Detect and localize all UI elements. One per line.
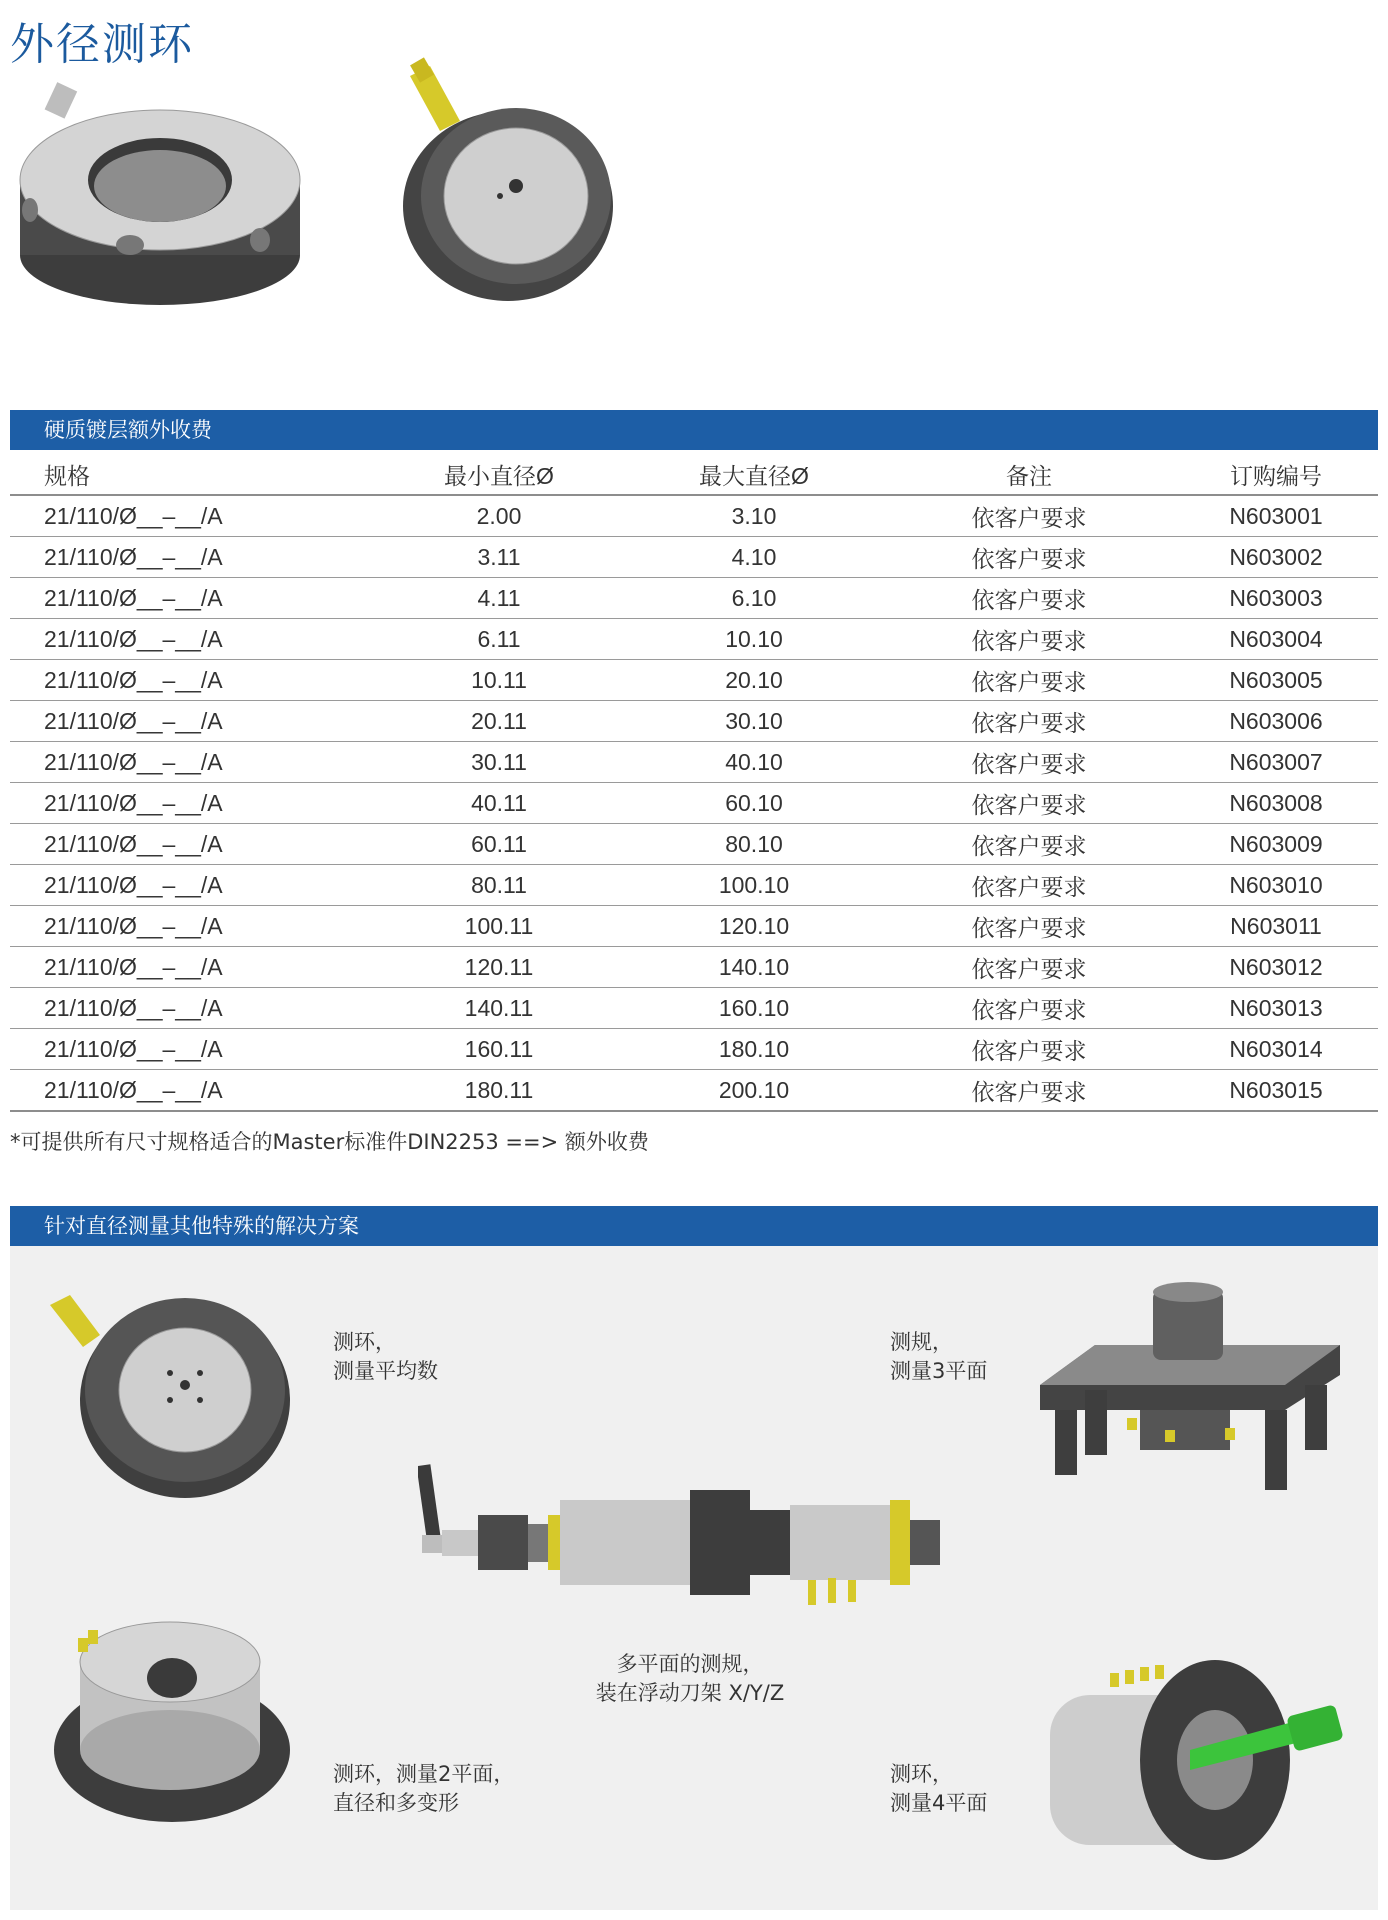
col-header-remark: 备注 [884, 454, 1174, 495]
cell-min-diameter: 160.11 [374, 1029, 624, 1070]
cell-spec: 21/110/Ø__–__/A [10, 701, 374, 742]
cell-max-diameter: 80.10 [624, 824, 884, 865]
cell-min-diameter: 140.11 [374, 988, 624, 1029]
cell-max-diameter: 3.10 [624, 495, 884, 537]
table-row [10, 988, 1378, 1029]
cell-remark: 依客户要求 [884, 619, 1174, 660]
cell-spec: 21/110/Ø__–__/A [10, 865, 374, 906]
col-header-spec: 规格 [10, 454, 374, 495]
ring-gauge-image [10, 80, 310, 310]
caption-gauge-3-planes [890, 1328, 987, 1386]
cell-min-diameter: 4.11 [374, 578, 624, 619]
caption-multi-plane-gauge [580, 1650, 800, 1708]
table-row [10, 742, 1378, 783]
cell-max-diameter: 100.10 [624, 865, 884, 906]
cell-remark: 依客户要求 [884, 701, 1174, 742]
ring-average-image [45, 1285, 295, 1500]
table-row [10, 537, 1378, 578]
cell-max-diameter: 60.10 [624, 783, 884, 824]
gauge-3-planes-image [1035, 1280, 1350, 1530]
cell-spec: 21/110/Ø__–__/A [10, 824, 374, 865]
cell-spec: 21/110/Ø__–__/A [10, 1029, 374, 1070]
cell-spec: 21/110/Ø__–__/A [10, 495, 374, 537]
caption-line: 测量3平面 [890, 1359, 988, 1383]
caption-line: 装在浮动刀架 X/Y/Z [595, 1681, 785, 1705]
caption-line: 测规， [890, 1330, 953, 1354]
cell-remark: 依客户要求 [884, 1029, 1174, 1070]
cell-remark: 依客户要求 [884, 906, 1174, 947]
cell-min-diameter: 80.11 [374, 865, 624, 906]
cell-spec: 21/110/Ø__–__/A [10, 619, 374, 660]
cell-remark: 依客户要求 [884, 783, 1174, 824]
table-section-header: 硬质镀层额外收费 [10, 410, 1378, 450]
cell-order-number: N603008 [1174, 783, 1378, 824]
table-row [10, 495, 1378, 537]
cell-min-diameter: 3.11 [374, 537, 624, 578]
spec-table [10, 454, 1378, 1112]
table-row [10, 578, 1378, 619]
cell-spec: 21/110/Ø__–__/A [10, 988, 374, 1029]
cell-min-diameter: 40.11 [374, 783, 624, 824]
cell-min-diameter: 100.11 [374, 906, 624, 947]
cell-max-diameter: 120.10 [624, 906, 884, 947]
cell-remark: 依客户要求 [884, 988, 1174, 1029]
table-row [10, 906, 1378, 947]
table-row [10, 1029, 1378, 1070]
multi-plane-gauge-image [418, 1460, 958, 1620]
table-row [10, 660, 1378, 701]
table-row [10, 783, 1378, 824]
cell-order-number: N603004 [1174, 619, 1378, 660]
cell-min-diameter: 120.11 [374, 947, 624, 988]
cell-max-diameter: 30.10 [624, 701, 884, 742]
cell-order-number: N603005 [1174, 660, 1378, 701]
col-header-order-number: 订购编号 [1174, 454, 1378, 495]
solutions-section-header: 针对直径测量其他特殊的解决方案 [10, 1206, 1378, 1246]
col-header-max-diameter: 最大直径Ø [624, 454, 884, 495]
table-row [10, 619, 1378, 660]
ring-2-planes-image [50, 1620, 295, 1825]
cell-remark: 依客户要求 [884, 824, 1174, 865]
caption-line: 多平面的测规， [616, 1652, 764, 1676]
table-row [10, 947, 1378, 988]
cell-max-diameter: 160.10 [624, 988, 884, 1029]
cell-order-number: N603006 [1174, 701, 1378, 742]
cell-order-number: N603014 [1174, 1029, 1378, 1070]
page-title: 外径测环 [10, 19, 194, 70]
cell-spec: 21/110/Ø__–__/A [10, 537, 374, 578]
ring-4-planes-image [1040, 1645, 1355, 1870]
cell-max-diameter: 20.10 [624, 660, 884, 701]
cell-spec: 21/110/Ø__–__/A [10, 660, 374, 701]
footnote: *可提供所有尺寸规格适合的Master标准件DIN2253 ==> 额外收费 [10, 1130, 649, 1154]
cell-min-diameter: 180.11 [374, 1070, 624, 1112]
cell-min-diameter: 10.11 [374, 660, 624, 701]
col-header-min-diameter: 最小直径Ø [374, 454, 624, 495]
table-row [10, 1070, 1378, 1112]
caption-line: 测量4平面 [890, 1791, 988, 1815]
table-row [10, 701, 1378, 742]
cell-order-number: N603009 [1174, 824, 1378, 865]
cell-spec: 21/110/Ø__–__/A [10, 578, 374, 619]
cell-remark: 依客户要求 [884, 495, 1174, 537]
cell-min-diameter: 2.00 [374, 495, 624, 537]
table-row [10, 865, 1378, 906]
cell-max-diameter: 10.10 [624, 619, 884, 660]
cell-spec: 21/110/Ø__–__/A [10, 742, 374, 783]
cell-max-diameter: 4.10 [624, 537, 884, 578]
cell-order-number: N603015 [1174, 1070, 1378, 1112]
cell-spec: 21/110/Ø__–__/A [10, 783, 374, 824]
cell-order-number: N603010 [1174, 865, 1378, 906]
ring-with-fitting-image [390, 56, 620, 306]
cell-order-number: N603007 [1174, 742, 1378, 783]
caption-line: 测环， [333, 1330, 396, 1354]
cell-remark: 依客户要求 [884, 660, 1174, 701]
cell-order-number: N603013 [1174, 988, 1378, 1029]
cell-max-diameter: 40.10 [624, 742, 884, 783]
caption-ring-average [333, 1328, 438, 1386]
cell-order-number: N603001 [1174, 495, 1378, 537]
cell-order-number: N603003 [1174, 578, 1378, 619]
caption-line: 测环， [890, 1762, 953, 1786]
caption-line: 直径和多变形 [333, 1791, 459, 1815]
caption-ring-2-planes [333, 1760, 514, 1818]
cell-max-diameter: 140.10 [624, 947, 884, 988]
caption-line: 测量平均数 [333, 1359, 438, 1383]
cell-min-diameter: 20.11 [374, 701, 624, 742]
cell-max-diameter: 200.10 [624, 1070, 884, 1112]
table-header-row [10, 454, 1378, 495]
cell-remark: 依客户要求 [884, 578, 1174, 619]
cell-min-diameter: 6.11 [374, 619, 624, 660]
caption-line: 测环，测量2平面， [333, 1762, 515, 1786]
cell-order-number: N603011 [1174, 906, 1378, 947]
cell-min-diameter: 60.11 [374, 824, 624, 865]
cell-spec: 21/110/Ø__–__/A [10, 1070, 374, 1112]
cell-max-diameter: 6.10 [624, 578, 884, 619]
cell-remark: 依客户要求 [884, 865, 1174, 906]
cell-order-number: N603002 [1174, 537, 1378, 578]
cell-remark: 依客户要求 [884, 1070, 1174, 1112]
cell-spec: 21/110/Ø__–__/A [10, 947, 374, 988]
cell-min-diameter: 30.11 [374, 742, 624, 783]
caption-ring-4-planes [890, 1760, 987, 1818]
cell-order-number: N603012 [1174, 947, 1378, 988]
cell-max-diameter: 180.10 [624, 1029, 884, 1070]
cell-remark: 依客户要求 [884, 742, 1174, 783]
table-row [10, 824, 1378, 865]
cell-spec: 21/110/Ø__–__/A [10, 906, 374, 947]
cell-remark: 依客户要求 [884, 947, 1174, 988]
cell-remark: 依客户要求 [884, 537, 1174, 578]
